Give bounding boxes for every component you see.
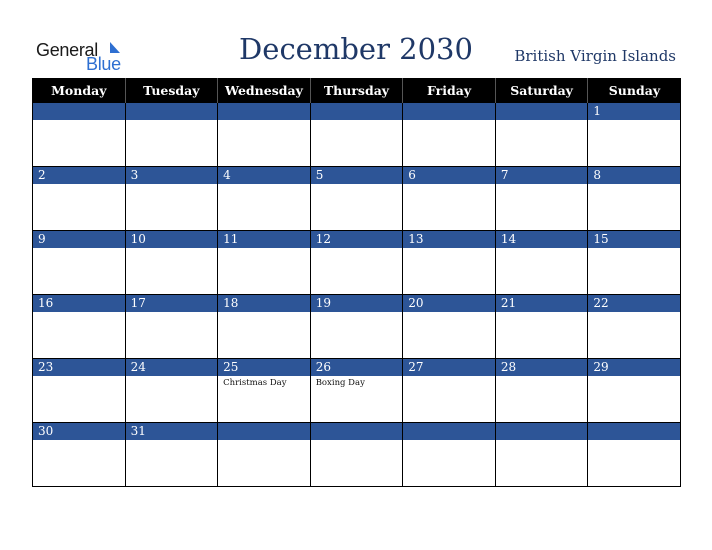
day-cell[interactable] (218, 167, 311, 231)
holiday-label (126, 184, 218, 186)
day-cell[interactable] (33, 167, 126, 231)
day-number (311, 423, 403, 440)
day-number: 16 (33, 295, 125, 312)
holiday-label (126, 120, 218, 122)
generalblue-logo (36, 40, 126, 74)
holiday-label: Boxing Day (315, 378, 365, 388)
day-cell[interactable] (495, 103, 588, 167)
day-cell[interactable] (125, 423, 218, 487)
day-number: 12 (311, 231, 403, 248)
holiday-label (311, 120, 403, 122)
day-number: 4 (218, 167, 310, 184)
weekday-header: Wednesday (218, 78, 311, 103)
holiday-label (33, 440, 125, 442)
holiday-label (33, 312, 125, 314)
day-cell[interactable] (310, 423, 403, 487)
day-cell[interactable] (495, 295, 588, 359)
day-cell[interactable] (403, 295, 496, 359)
day-number: 8 (588, 167, 680, 184)
weekday-header: Thursday (310, 78, 403, 103)
day-cell[interactable] (588, 103, 681, 167)
weekday-header-row (33, 78, 681, 103)
holiday-label (126, 440, 218, 442)
day-number: 28 (496, 359, 588, 376)
holiday-label (33, 248, 125, 250)
day-number: 7 (496, 167, 588, 184)
holiday-label (496, 248, 588, 250)
holiday-label (496, 440, 588, 442)
day-number: 5 (311, 167, 403, 184)
day-number (403, 103, 495, 120)
holiday-label (311, 248, 403, 250)
day-cell[interactable] (125, 167, 218, 231)
day-number: 19 (311, 295, 403, 312)
day-cell[interactable] (218, 423, 311, 487)
day-cell[interactable] (310, 103, 403, 167)
day-cell[interactable] (403, 103, 496, 167)
holiday-label (403, 248, 495, 250)
day-cell[interactable] (310, 359, 403, 423)
day-number: 23 (33, 359, 125, 376)
day-cell[interactable] (125, 359, 218, 423)
day-number: 26 (311, 359, 403, 376)
week-row (33, 423, 681, 487)
day-number: 31 (126, 423, 218, 440)
holiday-label (588, 120, 680, 122)
day-cell[interactable] (403, 167, 496, 231)
day-number (588, 423, 680, 440)
holiday-label (588, 440, 680, 442)
week-row (33, 295, 681, 359)
day-number: 22 (588, 295, 680, 312)
day-cell[interactable] (218, 359, 311, 423)
holiday-label (496, 376, 588, 378)
day-number: 11 (218, 231, 310, 248)
day-cell[interactable] (588, 359, 681, 423)
week-row (33, 103, 681, 167)
holiday-label (218, 120, 310, 122)
week-row (33, 231, 681, 295)
day-cell[interactable] (495, 231, 588, 295)
logo-text-blue: Blue (86, 54, 121, 74)
day-number (218, 103, 310, 120)
weekday-header: Sunday (588, 78, 681, 103)
day-cell[interactable] (218, 103, 311, 167)
holiday-label (588, 184, 680, 186)
day-number: 14 (496, 231, 588, 248)
holiday-label (33, 120, 125, 122)
day-cell[interactable] (588, 423, 681, 487)
day-cell[interactable] (125, 295, 218, 359)
holiday-label (311, 312, 403, 314)
holiday-label (588, 248, 680, 250)
holiday-label (496, 120, 588, 122)
day-number: 29 (588, 359, 680, 376)
holiday-label (218, 440, 310, 442)
day-cell[interactable] (125, 231, 218, 295)
day-cell[interactable] (495, 423, 588, 487)
day-cell[interactable] (588, 231, 681, 295)
day-cell[interactable] (125, 103, 218, 167)
holiday-label (33, 376, 125, 378)
day-number (311, 103, 403, 120)
day-number: 6 (403, 167, 495, 184)
week-row (33, 359, 681, 423)
day-cell[interactable] (218, 231, 311, 295)
calendar-body (33, 103, 681, 487)
day-cell[interactable] (588, 167, 681, 231)
day-number: 24 (126, 359, 218, 376)
day-number (218, 423, 310, 440)
day-number: 1 (588, 103, 680, 120)
day-number: 10 (126, 231, 218, 248)
holiday-label (496, 312, 588, 314)
day-number (496, 103, 588, 120)
holiday-label (403, 440, 495, 442)
holiday-label (33, 184, 125, 186)
holiday-label (496, 184, 588, 186)
day-number: 17 (126, 295, 218, 312)
day-cell[interactable] (403, 423, 496, 487)
weekday-header: Tuesday (125, 78, 218, 103)
day-number: 15 (588, 231, 680, 248)
day-cell[interactable] (403, 231, 496, 295)
day-cell[interactable] (495, 167, 588, 231)
day-number: 9 (33, 231, 125, 248)
holiday-label (588, 376, 680, 378)
day-number: 25 (218, 359, 310, 376)
day-cell[interactable] (495, 359, 588, 423)
region-name: British Virgin Islands (514, 47, 676, 65)
day-cell[interactable] (33, 423, 126, 487)
holiday-label (311, 184, 403, 186)
day-number (33, 103, 125, 120)
weekday-header: Friday (403, 78, 496, 103)
holiday-label (403, 376, 495, 378)
day-cell[interactable] (33, 231, 126, 295)
holiday-label (403, 312, 495, 314)
calendar-title: December 2030 (239, 32, 473, 66)
day-cell[interactable] (310, 167, 403, 231)
day-number: 27 (403, 359, 495, 376)
day-number (403, 423, 495, 440)
day-cell[interactable] (588, 295, 681, 359)
calendar-grid (32, 78, 681, 487)
weekday-header: Saturday (495, 78, 588, 103)
day-number: 3 (126, 167, 218, 184)
day-cell[interactable] (310, 231, 403, 295)
day-cell[interactable] (33, 359, 126, 423)
day-number: 13 (403, 231, 495, 248)
holiday-label (218, 248, 310, 250)
holiday-label (218, 312, 310, 314)
day-number (126, 103, 218, 120)
day-number: 30 (33, 423, 125, 440)
day-cell[interactable] (33, 295, 126, 359)
week-row (33, 167, 681, 231)
holiday-label (126, 312, 218, 314)
holiday-label (218, 184, 310, 186)
holiday-label (126, 376, 218, 378)
day-cell[interactable] (310, 295, 403, 359)
holiday-label (311, 440, 403, 442)
day-cell[interactable] (218, 295, 311, 359)
holiday-label (403, 120, 495, 122)
day-number (496, 423, 588, 440)
day-number: 21 (496, 295, 588, 312)
holiday-label (588, 312, 680, 314)
day-number: 2 (33, 167, 125, 184)
logo-text-general: General (36, 40, 98, 60)
weekday-header: Monday (33, 78, 126, 103)
holiday-label (126, 248, 218, 250)
day-number: 18 (218, 295, 310, 312)
day-number: 20 (403, 295, 495, 312)
holiday-label: Christmas Day (223, 378, 287, 388)
day-cell[interactable] (403, 359, 496, 423)
day-cell[interactable] (33, 103, 126, 167)
holiday-label (403, 184, 495, 186)
